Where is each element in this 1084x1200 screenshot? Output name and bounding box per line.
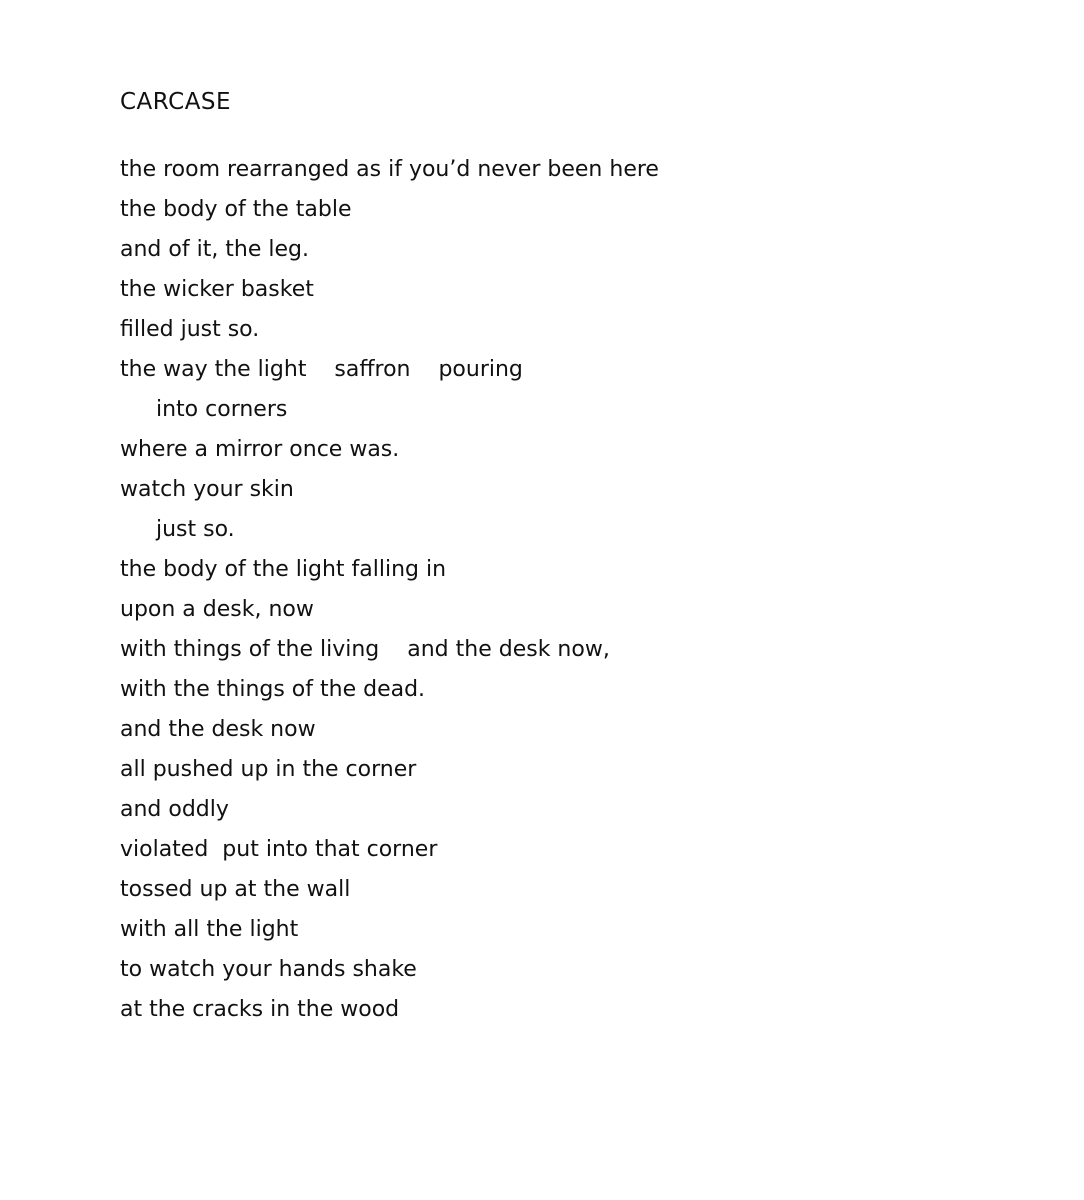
poem-body: [120, 154, 659, 1034]
poem-line: the body of the table: [120, 197, 352, 222]
poem-line: to watch your hands shake: [120, 957, 417, 982]
poem-line: watch your skin: [120, 477, 294, 502]
poem-title: CARCASE: [120, 89, 232, 115]
poem-line: with things of the living and the desk now,: [120, 637, 610, 662]
poem-line: the room rearranged as if you’d never been here: [120, 157, 659, 182]
poem-line: and oddly: [120, 797, 229, 822]
poem-line: with all the light: [120, 917, 299, 942]
poem-line: and the desk now: [120, 717, 316, 742]
poem-line: filled just so.: [120, 317, 260, 342]
poem-line: the way the light saffron pouring: [120, 357, 523, 382]
poem-line: all pushed up in the corner: [120, 757, 417, 782]
poem-line: where a mirror once was.: [120, 437, 400, 462]
poem-line: violated put into that corner: [120, 837, 438, 862]
poem-line: with the things of the dead.: [120, 677, 426, 702]
poem-line-indented: just so.: [156, 517, 235, 542]
poem-line: at the cracks in the wood: [120, 997, 400, 1022]
poem-line: the body of the light falling in: [120, 557, 447, 582]
poem-line: tossed up at the wall: [120, 877, 351, 902]
poem-line: the wicker basket: [120, 277, 314, 302]
poem-line-indented: into corners: [156, 397, 288, 422]
poem-line: upon a desk, now: [120, 597, 314, 622]
poem-line: and of it, the leg.: [120, 237, 310, 262]
